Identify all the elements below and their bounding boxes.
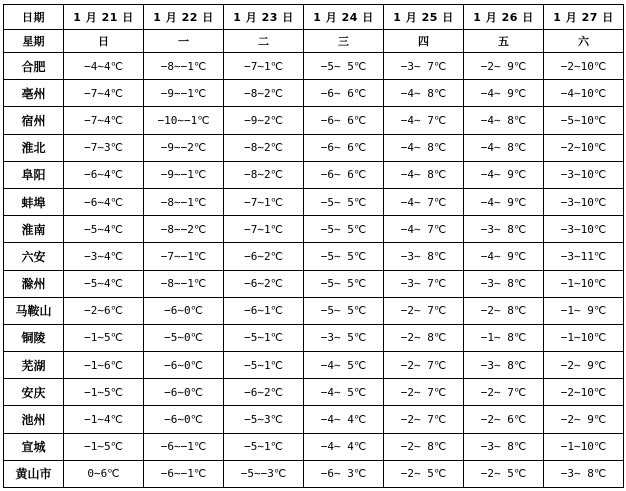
table-row — [4, 161, 624, 188]
weekday-cell: 二 — [224, 30, 304, 53]
temperature-cell: −6∼−1℃ — [144, 433, 224, 460]
city-name-cell: 池州 — [4, 406, 64, 433]
temperature-cell: −2∼ 9℃ — [544, 352, 624, 379]
temperature-cell: −8∼−1℃ — [144, 188, 224, 215]
date-cell: 1 月 21 日 — [64, 5, 144, 30]
temperature-cell: −2∼ 6℃ — [464, 406, 544, 433]
city-name-cell: 马鞍山 — [4, 297, 64, 324]
city-name-cell: 宣城 — [4, 433, 64, 460]
temperature-cell: −3∼10℃ — [544, 161, 624, 188]
temperature-cell: −7∼−1℃ — [144, 243, 224, 270]
city-name-cell: 宿州 — [4, 107, 64, 134]
date-cell: 1 月 23 日 — [224, 5, 304, 30]
temperature-cell: −6∼ 6℃ — [304, 161, 384, 188]
temperature-cell: −2∼ 9℃ — [464, 53, 544, 80]
forecast-table — [3, 4, 624, 488]
temperature-cell: −4∼ 9℃ — [464, 161, 544, 188]
city-name-cell: 淮南 — [4, 216, 64, 243]
temperature-cell: −6∼4℃ — [64, 188, 144, 215]
temperature-cell: −7∼1℃ — [224, 188, 304, 215]
temperature-cell: −2∼ 8℃ — [384, 324, 464, 351]
date-cell: 1 月 27 日 — [544, 5, 624, 30]
temperature-cell: −1∼10℃ — [544, 433, 624, 460]
temperature-cell: −3∼11℃ — [544, 243, 624, 270]
temperature-cell: −7∼3℃ — [64, 134, 144, 161]
date-header-row — [4, 5, 624, 30]
temperature-cell: −4∼ 8℃ — [464, 107, 544, 134]
date-cell: 1 月 22 日 — [144, 5, 224, 30]
temperature-cell: −4∼ 4℃ — [304, 433, 384, 460]
temperature-cell: −6∼0℃ — [144, 297, 224, 324]
temperature-cell: −6∼2℃ — [224, 270, 304, 297]
temperature-cell: −3∼ 8℃ — [464, 433, 544, 460]
temperature-cell: −1∼4℃ — [64, 406, 144, 433]
temperature-cell: −4∼ 8℃ — [384, 161, 464, 188]
temperature-cell: −6∼4℃ — [64, 161, 144, 188]
temperature-cell: −4∼ 8℃ — [384, 134, 464, 161]
temperature-cell: −6∼2℃ — [224, 379, 304, 406]
table-row — [4, 270, 624, 297]
temperature-cell: −5∼ 5℃ — [304, 243, 384, 270]
temperature-cell: −9∼2℃ — [224, 107, 304, 134]
temperature-cell: −1∼5℃ — [64, 433, 144, 460]
temperature-cell: −6∼0℃ — [144, 379, 224, 406]
weekday-cell: 三 — [304, 30, 384, 53]
temperature-cell: −5∼ 5℃ — [304, 188, 384, 215]
city-name-cell: 黄山市 — [4, 460, 64, 487]
temperature-cell: −3∼ 8℃ — [544, 460, 624, 487]
temperature-cell: −2∼10℃ — [544, 379, 624, 406]
table-row — [4, 379, 624, 406]
temperature-cell: −1∼6℃ — [64, 352, 144, 379]
temperature-cell: −4∼ 5℃ — [304, 379, 384, 406]
temperature-cell: −3∼ 8℃ — [464, 216, 544, 243]
table-row — [4, 53, 624, 80]
temperature-cell: −7∼4℃ — [64, 107, 144, 134]
temperature-cell: −7∼1℃ — [224, 216, 304, 243]
weekday-cell: 四 — [384, 30, 464, 53]
temperature-cell: −2∼10℃ — [544, 53, 624, 80]
table-row — [4, 324, 624, 351]
table-row — [4, 243, 624, 270]
table-row — [4, 433, 624, 460]
temperature-cell: −1∼10℃ — [544, 270, 624, 297]
temperature-cell: −4∼ 9℃ — [464, 80, 544, 107]
temperature-cell: −7∼4℃ — [64, 80, 144, 107]
temperature-cell: −5∼4℃ — [64, 270, 144, 297]
city-name-cell: 滁州 — [4, 270, 64, 297]
temperature-cell: −4∼ 7℃ — [384, 188, 464, 215]
temperature-cell: −6∼ 6℃ — [304, 80, 384, 107]
temperature-cell: −4∼ 5℃ — [304, 352, 384, 379]
temperature-cell: −6∼ 6℃ — [304, 134, 384, 161]
city-name-cell: 安庆 — [4, 379, 64, 406]
city-name-cell: 亳州 — [4, 80, 64, 107]
temperature-cell: −5∼1℃ — [224, 433, 304, 460]
temperature-cell: −4∼ 9℃ — [464, 188, 544, 215]
temperature-cell: −2∼ 5℃ — [464, 460, 544, 487]
temperature-cell: −8∼2℃ — [224, 161, 304, 188]
temperature-cell: −3∼ 8℃ — [464, 270, 544, 297]
temperature-cell: −2∼ 7℃ — [464, 379, 544, 406]
temperature-cell: −2∼ 8℃ — [464, 297, 544, 324]
temperature-cell: −4∼10℃ — [544, 80, 624, 107]
temperature-cell: −4∼ 7℃ — [384, 216, 464, 243]
table-row — [4, 216, 624, 243]
temperature-cell: −6∼−1℃ — [144, 460, 224, 487]
weekday-cell: 日 — [64, 30, 144, 53]
temperature-cell: −8∼−2℃ — [144, 216, 224, 243]
temperature-cell: −5∼ 5℃ — [304, 270, 384, 297]
temperature-cell: −2∼10℃ — [544, 134, 624, 161]
temperature-cell: −5∼1℃ — [224, 324, 304, 351]
city-name-cell: 铜陵 — [4, 324, 64, 351]
temperature-cell: −3∼10℃ — [544, 216, 624, 243]
temperature-cell: −3∼10℃ — [544, 188, 624, 215]
temperature-cell: −5∼4℃ — [64, 216, 144, 243]
temperature-cell: −2∼ 7℃ — [384, 352, 464, 379]
temperature-cell: −6∼ 3℃ — [304, 460, 384, 487]
temperature-cell: −4∼ 8℃ — [464, 134, 544, 161]
temperature-cell: −3∼ 7℃ — [384, 270, 464, 297]
temperature-cell: −8∼2℃ — [224, 80, 304, 107]
temperature-cell: −7∼1℃ — [224, 53, 304, 80]
date-cell: 1 月 26 日 — [464, 5, 544, 30]
temperature-cell: −2∼ 7℃ — [384, 406, 464, 433]
temperature-cell: −1∼ 9℃ — [544, 297, 624, 324]
temperature-cell: −1∼5℃ — [64, 324, 144, 351]
temperature-cell: −1∼ 8℃ — [464, 324, 544, 351]
temperature-cell: −9∼−1℃ — [144, 80, 224, 107]
temperature-cell: −6∼ 6℃ — [304, 107, 384, 134]
table-row — [4, 107, 624, 134]
temperature-cell: −3∼ 5℃ — [304, 324, 384, 351]
temperature-cell: −2∼ 8℃ — [384, 433, 464, 460]
temperature-cell: −8∼−1℃ — [144, 53, 224, 80]
city-name-cell: 合肥 — [4, 53, 64, 80]
table-row — [4, 352, 624, 379]
temperature-cell: −9∼−1℃ — [144, 161, 224, 188]
temperature-cell: −2∼ 7℃ — [384, 297, 464, 324]
temperature-cell: 0∼6℃ — [64, 460, 144, 487]
city-name-cell: 蚌埠 — [4, 188, 64, 215]
temperature-cell: −1∼10℃ — [544, 324, 624, 351]
weekday-cell: 一 — [144, 30, 224, 53]
temperature-cell: −4∼ 4℃ — [304, 406, 384, 433]
temperature-cell: −5∼ 5℃ — [304, 53, 384, 80]
temperature-cell: −4∼4℃ — [64, 53, 144, 80]
temperature-cell: −6∼0℃ — [144, 406, 224, 433]
weekday-header-row — [4, 30, 624, 53]
temperature-cell: −3∼4℃ — [64, 243, 144, 270]
date-header-label: 日期 — [4, 5, 64, 30]
weekday-cell: 六 — [544, 30, 624, 53]
weekday-header-label: 星期 — [4, 30, 64, 53]
weekday-cell: 五 — [464, 30, 544, 53]
table-row — [4, 406, 624, 433]
table-row — [4, 134, 624, 161]
temperature-cell: −5∼ 5℃ — [304, 216, 384, 243]
temperature-cell: −4∼ 9℃ — [464, 243, 544, 270]
temperature-cell: −3∼ 8℃ — [384, 243, 464, 270]
temperature-cell: −8∼2℃ — [224, 134, 304, 161]
forecast-table-body — [4, 5, 624, 488]
date-cell: 1 月 25 日 — [384, 5, 464, 30]
temperature-cell: −6∼1℃ — [224, 297, 304, 324]
temperature-cell: −4∼ 7℃ — [384, 107, 464, 134]
temperature-cell: −2∼ 7℃ — [384, 379, 464, 406]
city-name-cell: 淮北 — [4, 134, 64, 161]
city-name-cell: 阜阳 — [4, 161, 64, 188]
temperature-cell: −6∼0℃ — [144, 352, 224, 379]
date-cell: 1 月 24 日 — [304, 5, 384, 30]
table-row — [4, 460, 624, 487]
table-row — [4, 80, 624, 107]
temperature-cell: −5∼10℃ — [544, 107, 624, 134]
temperature-cell: −9∼−2℃ — [144, 134, 224, 161]
temperature-cell: −5∼ 5℃ — [304, 297, 384, 324]
city-name-cell: 六安 — [4, 243, 64, 270]
temperature-cell: −2∼ 5℃ — [384, 460, 464, 487]
temperature-cell: −10∼−1℃ — [144, 107, 224, 134]
temperature-cell: −3∼ 7℃ — [384, 53, 464, 80]
table-row — [4, 188, 624, 215]
temperature-cell: −6∼2℃ — [224, 243, 304, 270]
temperature-cell: −5∼−3℃ — [224, 460, 304, 487]
temperature-cell: −2∼ 9℃ — [544, 406, 624, 433]
city-name-cell: 芜湖 — [4, 352, 64, 379]
table-row — [4, 297, 624, 324]
temperature-cell: −5∼0℃ — [144, 324, 224, 351]
temperature-cell: −3∼ 8℃ — [464, 352, 544, 379]
temperature-cell: −5∼1℃ — [224, 352, 304, 379]
temperature-cell: −1∼5℃ — [64, 379, 144, 406]
temperature-cell: −4∼ 8℃ — [384, 80, 464, 107]
temperature-cell: −2∼6℃ — [64, 297, 144, 324]
temperature-cell: −5∼3℃ — [224, 406, 304, 433]
temperature-cell: −8∼−1℃ — [144, 270, 224, 297]
